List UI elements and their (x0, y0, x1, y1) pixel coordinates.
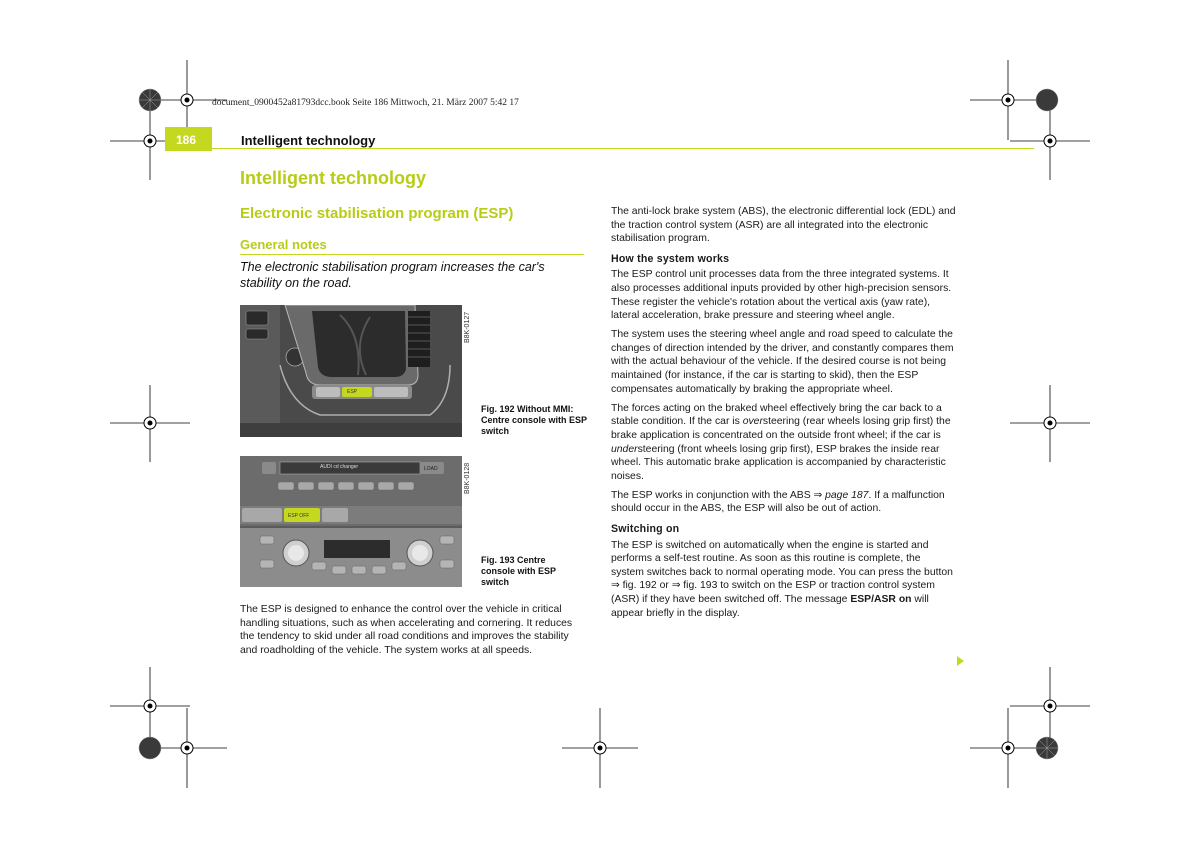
print-slug: document_0900452a81793dcc.book Seite 186 Mittwoch, 21. März 2007 5:42 17 (212, 98, 519, 108)
subsection-title: Electronic stabilisation program (ESP) (240, 205, 514, 222)
cd-changer-label: AUDI cd changer (320, 464, 359, 470)
section-title: Intelligent technology (240, 168, 427, 188)
figure-192-image (240, 305, 462, 437)
text-span: The ESP works in conjunction with the ABS ⇒ (611, 489, 826, 501)
text-span: steering (rear wheels losing grip first) the brake application is concentrated on the outside front wheel; if the car is (611, 416, 951, 441)
italic-over: over (742, 416, 763, 428)
lead-paragraph: The electronic stabilisation program increases the car's stability on the road. (240, 260, 545, 290)
load-label: LOAD (424, 466, 438, 472)
left-body-text (240, 603, 585, 663)
figure-192-code: B8K-0127 (464, 311, 471, 343)
paragraph-steering-angle: The system uses the steering wheel angle and road speed to calculate the changes of direction intended by the driver, and constantly compares them with the actual behaviour of the vehicle. If the desired course is not being maintained (for instance, if the car is starting to skid), then the ESP compensates automatically by braking the appropriate wheel. (611, 329, 954, 395)
left-paragraph: The ESP is designed to enhance the control over the vehicle in critical handling situations, such as when accelerating and cornering. It reduces the tendency to skid under all road conditions and improves the stability and roadholding of the vehicle. The system works at all speeds. (240, 604, 573, 656)
italic-under: under (611, 443, 638, 455)
figure-193-caption: Fig. 193 Centre console with ESP switch (481, 555, 556, 587)
header-rule (212, 148, 1034, 149)
continue-arrow-icon (957, 656, 964, 666)
page-number: 186 (176, 133, 197, 147)
topic-title: General notes (240, 237, 327, 252)
paragraph-integration: The anti-lock brake system (ABS), the electronic differential lock (EDL) and the traction control system (ASR) are all integrated into the electronic stabilisation program. (611, 206, 956, 245)
text-span: The ESP is switched on automatically when the engine is started and performs a self-test routine. As soon as this routine is complete, the system switches back to normal operating mode. You can press the button ⇒ fig. 192 or ⇒ fig. 193 to switch on the ESP or traction control system (ASR) if they have been switched off. The message (611, 539, 953, 605)
right-column (611, 205, 956, 626)
paragraph-abs (611, 489, 956, 516)
paragraph-control-unit: The ESP control unit processes data from the three integrated systems. It also processes additional inputs provided by other high-precision sensors. These register the vehicle's rotation about the vertical axis (yaw rate), lateral acceleration, brake pressure and steering wheel angle. (611, 269, 952, 322)
text-span: steering (front wheels losing grip first), ESP brakes the inside rear wheel. This automatic brake application is accompanied by characteristic noises. (611, 443, 946, 482)
figure-193-code: B8K-0128 (464, 462, 471, 494)
text-span: . If a malfunction should occur in the ABS, the ESP will also be out of action. (611, 489, 945, 515)
figure-193-image (240, 456, 462, 587)
display-message: ESP/ASR on (850, 593, 912, 605)
text-span: The forces acting on the braked wheel effectively bring the car back to a stable condition. If the car is (611, 402, 942, 428)
figure-192-caption: Fig. 192 Without MMI: Centre console with ESP switch (481, 404, 587, 436)
page-reference-link[interactable]: page 187 (825, 489, 869, 501)
paragraph-switching-on (611, 539, 956, 621)
paragraph-forces (611, 402, 956, 484)
running-head: Intelligent technology (241, 133, 376, 148)
subheading-how-it-works: How the system works (611, 252, 730, 265)
subheading-switching-on: Switching on (611, 522, 680, 535)
text-span: will appear briefly in the display. (611, 593, 929, 619)
esp-button-label: ESP (347, 389, 358, 395)
topic-rule (240, 254, 584, 255)
esp-off-label: ESP OFF (288, 513, 310, 519)
